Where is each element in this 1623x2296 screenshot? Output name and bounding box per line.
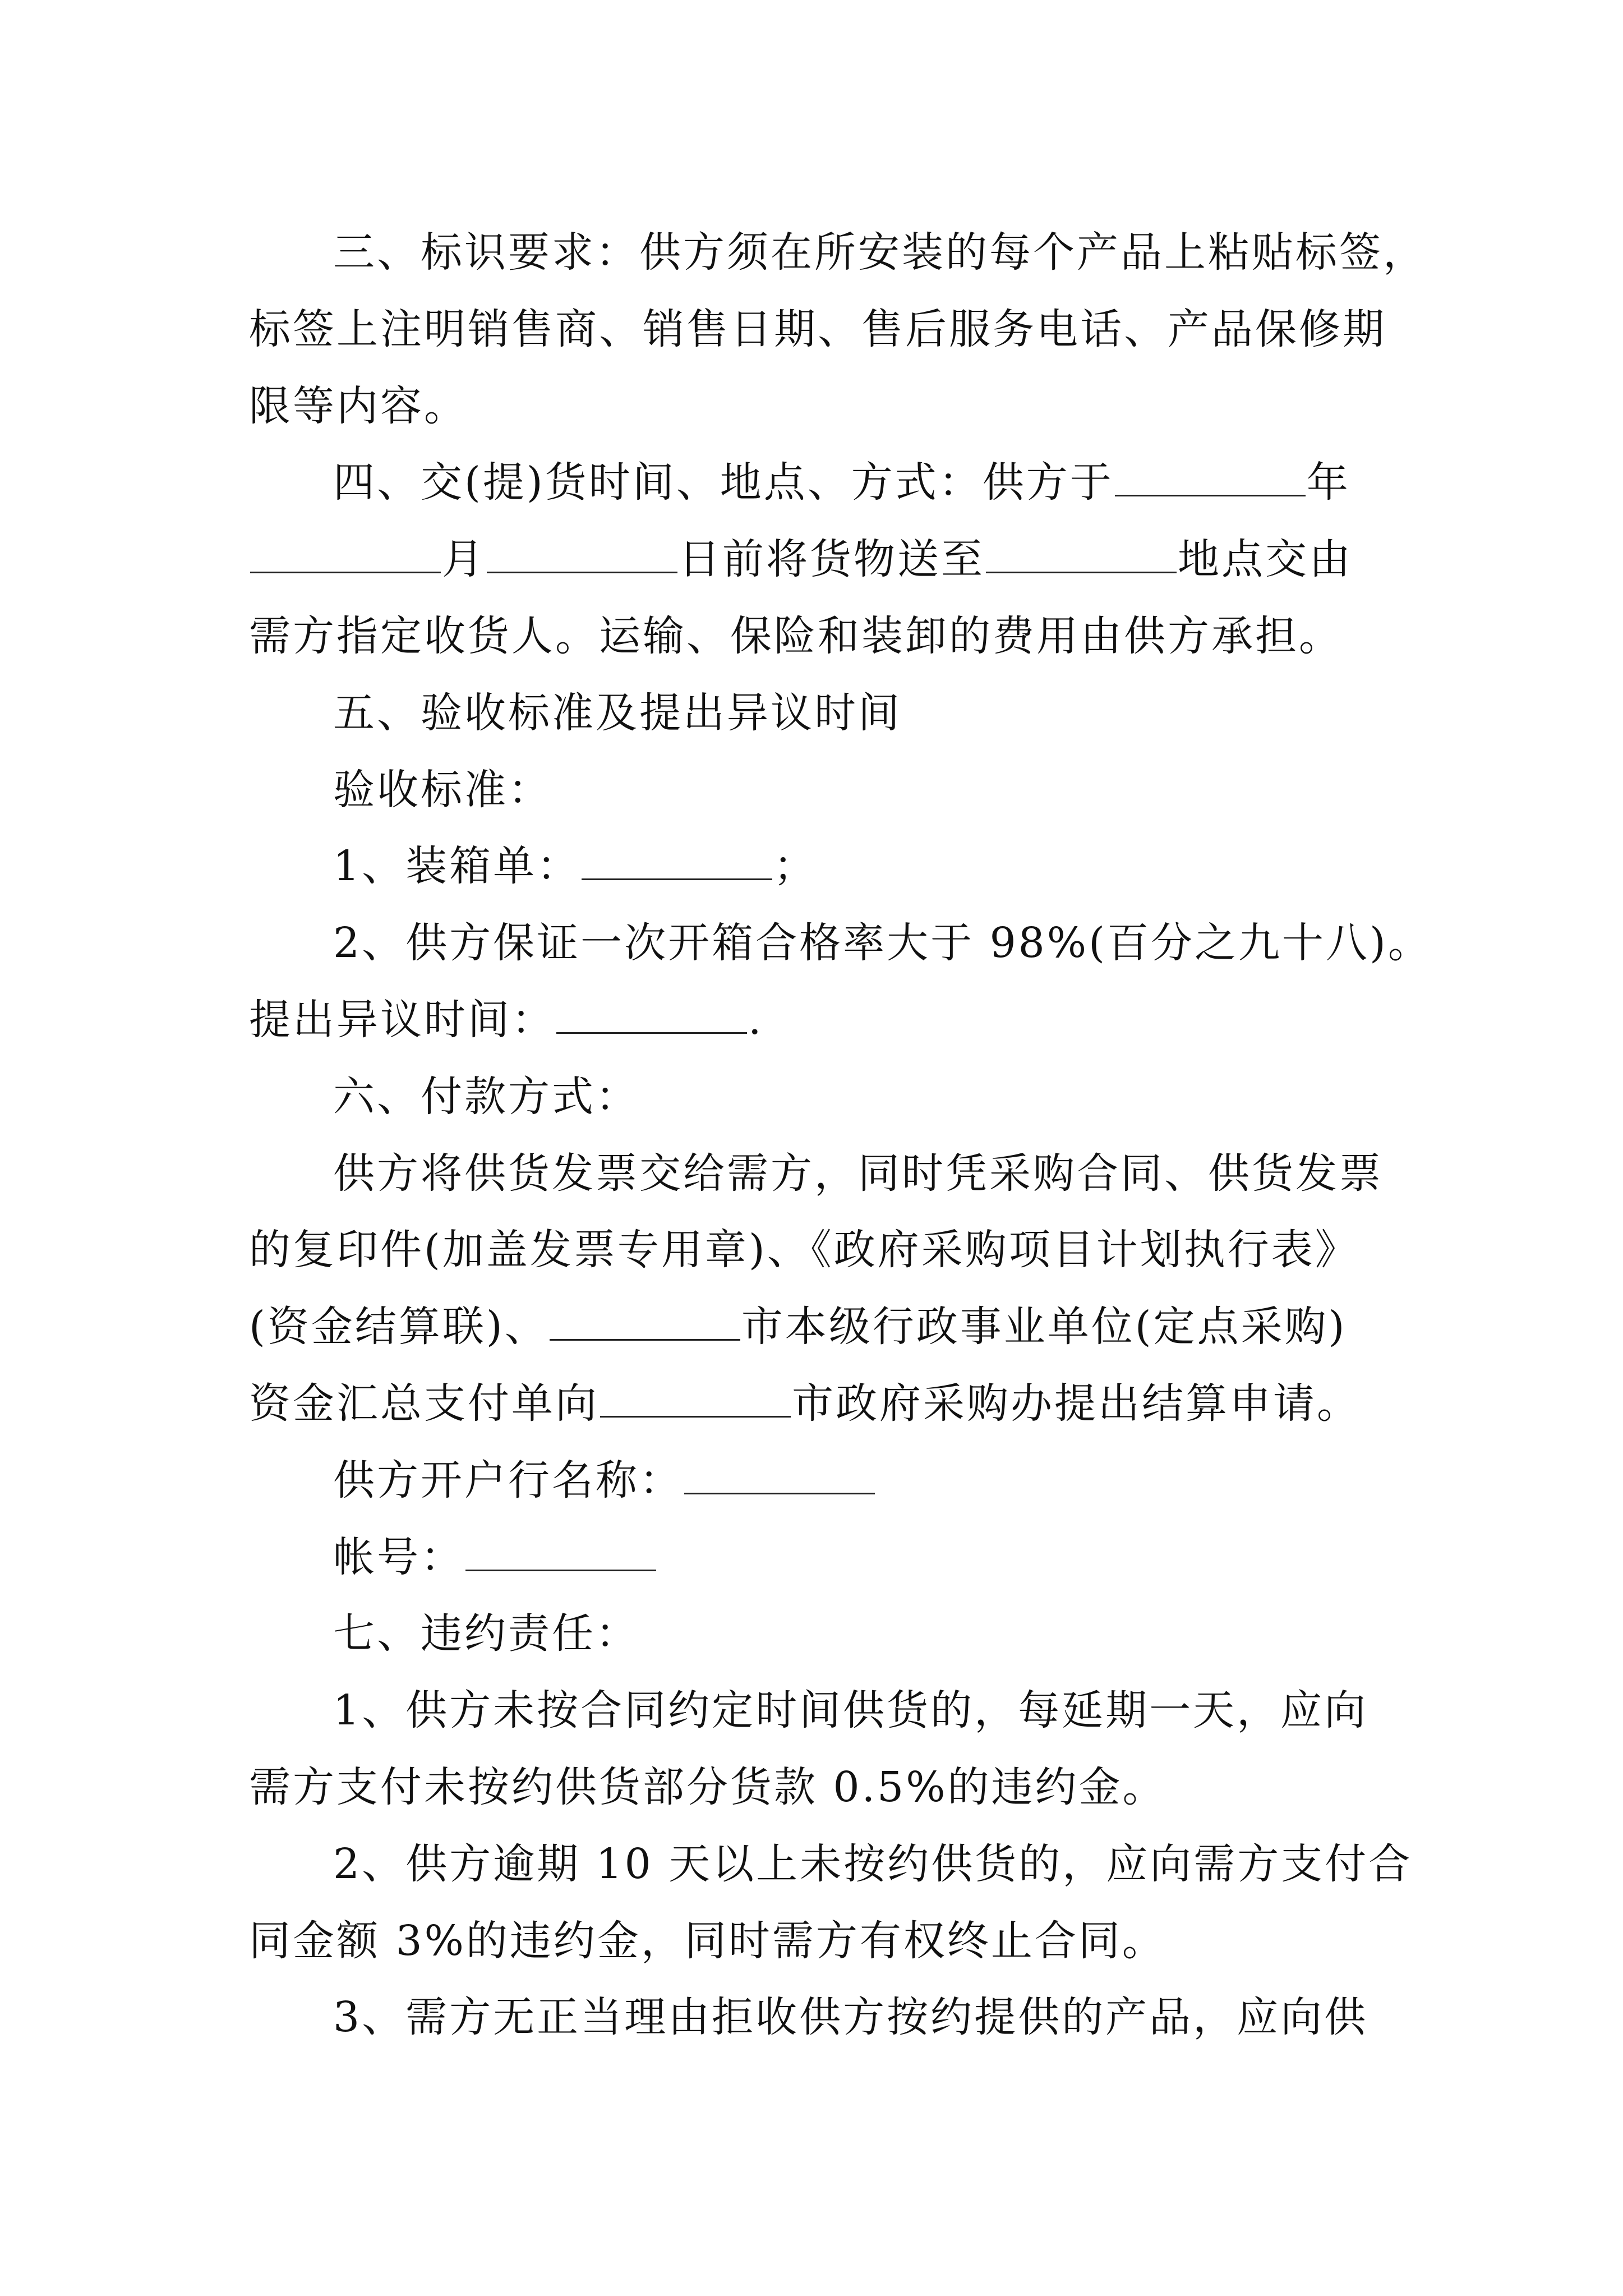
text-segment: 同金额 3%的违约金，同时需方有权终止合同。 [249, 1916, 1166, 1965]
text-segment: 2、供方保证一次开箱合格率大于 98%(百分之九十八)。 [333, 919, 1432, 968]
text-segment: 三、标识要求：供方须在所安装的每个产品上粘贴标签， [333, 228, 1427, 277]
paragraph-line [249, 291, 1393, 368]
text-segment: 限等内容。 [249, 381, 468, 430]
text-segment: 需方指定收货人。运输、保险和装卸的费用由供方承担。 [249, 611, 1343, 660]
text-segment: 资金汇总支付单向 [249, 1379, 599, 1428]
text-segment: 供方开户行名称： [333, 1456, 683, 1504]
text-segment: 五、验收标准及提出异议时间 [333, 688, 902, 737]
text-segment: ； [773, 842, 818, 891]
paragraph-line [249, 1289, 1393, 1365]
paragraph-line [249, 1135, 1393, 1212]
paragraph-line [249, 1519, 1393, 1596]
text-segment: 3、需方无正当理由拒收供方按约提供的产品，应向供 [333, 1993, 1368, 2042]
text-segment: 七、违约责任： [333, 1609, 639, 1658]
text-segment: 市本级行政事业单位(定点采购) [741, 1303, 1347, 1351]
contract-body [249, 214, 1432, 2056]
text-segment: 需方支付未按约供货部分货款 0.5%的违约金。 [249, 1763, 1166, 1811]
paragraph-line [249, 1672, 1393, 1749]
paragraph-line [249, 982, 1393, 1059]
paragraph-line [249, 1365, 1393, 1442]
paragraph-line [249, 214, 1427, 291]
paragraph-line [249, 521, 1393, 598]
text-segment: 1、供方未按合同约定时间供货的，每延期一天，应向 [333, 1686, 1368, 1735]
section-heading [249, 1059, 1393, 1135]
text-segment: 四、交(提)货时间、地点、方式：供方于 [333, 458, 1114, 507]
section-heading [249, 675, 1393, 752]
text-segment: 提出异议时间： [249, 995, 555, 1044]
text-segment: (资金结算联)、 [249, 1303, 548, 1351]
paragraph-line [249, 1903, 1393, 1980]
paragraph-line [249, 905, 1432, 982]
paragraph-line [249, 598, 1393, 675]
text-segment: 供方将供货发票交给需方，同时凭采购合同、供货发票 [333, 1149, 1383, 1198]
text-segment: 1、装箱单： [333, 842, 581, 891]
paragraph-line [249, 752, 1393, 829]
text-segment: 帐号： [333, 1533, 464, 1581]
paragraph-line [249, 1212, 1393, 1289]
text-segment: 年 [1306, 458, 1350, 507]
text-segment: 地点交由 [1178, 535, 1353, 584]
paragraph-line [249, 368, 1393, 445]
paragraph-line [249, 1979, 1393, 2056]
paragraph-line [249, 828, 1393, 905]
fill-in-blank [684, 1492, 875, 1494]
fill-in-blank [250, 571, 441, 573]
fill-in-blank [582, 878, 772, 880]
paragraph-line [249, 1826, 1413, 1903]
text-segment: 日前将货物送至 [679, 535, 985, 584]
paragraph-line [249, 1749, 1393, 1826]
text-segment: 月 [442, 535, 486, 584]
fill-in-blank [556, 1032, 747, 1034]
text-segment: . [748, 995, 764, 1044]
fill-in-blank [600, 1415, 791, 1418]
text-segment: 标签上注明销售商、销售日期、售后服务电话、产品保修期 [249, 305, 1386, 353]
text-segment: 2、供方逾期 10 天以上未按约供货的，应向需方支付合 [333, 1839, 1413, 1888]
fill-in-blank [465, 1569, 656, 1571]
text-segment: 的复印件(加盖发票专用章)、《政府采购项目计划执行表》 [249, 1226, 1359, 1274]
text-segment: 验收标准： [333, 765, 552, 814]
fill-in-blank [986, 571, 1177, 573]
fill-in-blank [550, 1338, 740, 1341]
fill-in-blank [487, 571, 677, 573]
paragraph-line [249, 444, 1393, 521]
paragraph-line [249, 1442, 1393, 1519]
section-heading [249, 1595, 1393, 1672]
text-segment: 六、付款方式： [333, 1072, 639, 1121]
text-segment: 市政府采购办提出结算申请。 [792, 1379, 1361, 1428]
fill-in-blank [1115, 494, 1306, 496]
